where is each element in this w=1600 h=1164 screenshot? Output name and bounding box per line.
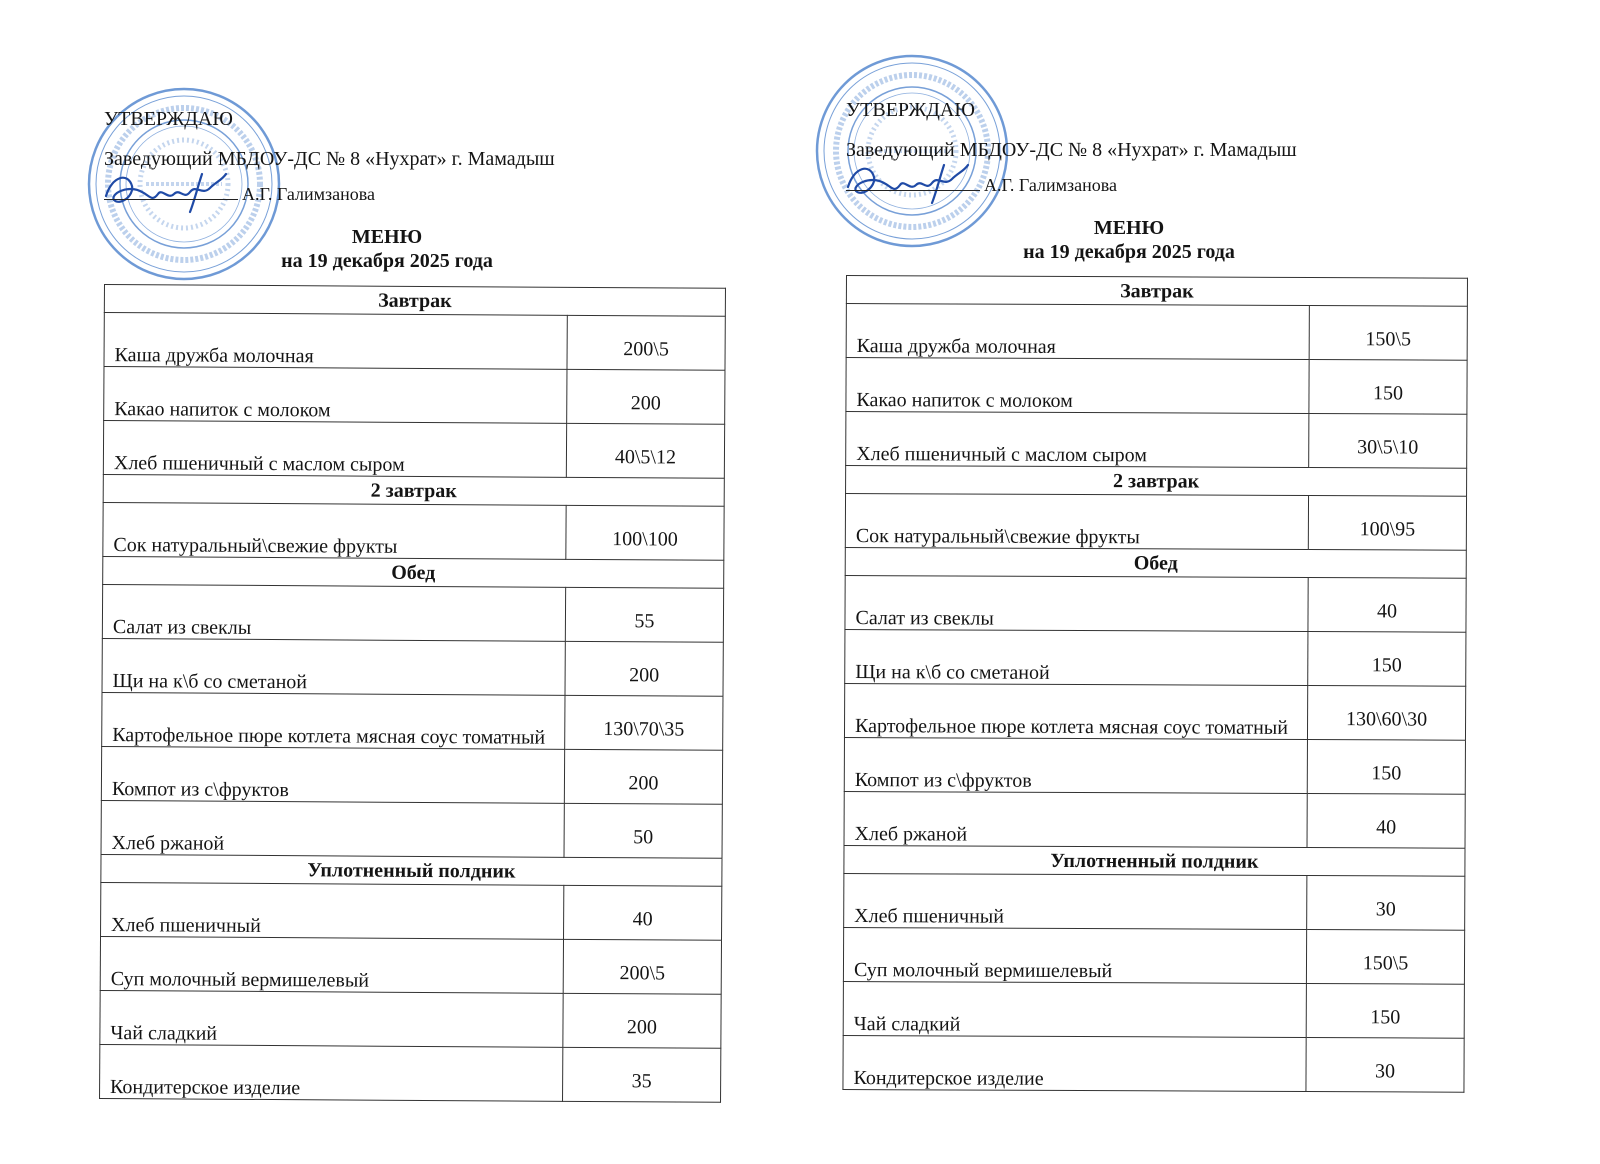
dish-name: Какао напиток с молоком bbox=[104, 367, 567, 424]
portion-size: 200 bbox=[567, 369, 725, 424]
portion-size: 30 bbox=[1307, 876, 1465, 931]
table-row bbox=[846, 358, 1467, 415]
table-row bbox=[845, 494, 1466, 551]
approver-position: Заведующий МБДОУ-ДС № 8 «Нухрат» г. Мамадыш bbox=[846, 139, 1297, 161]
section-header: Уплотненный полдник bbox=[101, 854, 722, 886]
dish-name: Кондитерское изделие bbox=[100, 1044, 563, 1101]
portion-size: 40 bbox=[1308, 578, 1466, 633]
section-header: Обед bbox=[103, 556, 724, 588]
portion-size: 150 bbox=[1306, 984, 1464, 1039]
signer-name: А.Г. Галимзанова bbox=[242, 184, 375, 204]
dish-name: Чай сладкий bbox=[843, 981, 1306, 1037]
portion-size: 50 bbox=[564, 803, 722, 858]
signature-blank bbox=[104, 199, 238, 200]
section-header: Обед bbox=[845, 547, 1466, 578]
portion-size: 150\5 bbox=[1309, 306, 1467, 361]
portion-size: 55 bbox=[565, 587, 723, 642]
dish-name: Суп молочный вермишелевый bbox=[843, 927, 1306, 983]
menu-sheet-left bbox=[104, 106, 744, 1099]
dish-name: Каша дружба молочная bbox=[104, 313, 567, 370]
portion-size: 150 bbox=[1308, 632, 1466, 687]
portion-size: 200 bbox=[564, 749, 722, 804]
dish-name: Салат из свеклы bbox=[845, 575, 1308, 631]
menu-table bbox=[842, 275, 1468, 1093]
dish-name: Хлеб ржаной bbox=[844, 791, 1307, 847]
dish-name: Щи на к\б со сметаной bbox=[845, 629, 1308, 685]
table-row bbox=[100, 1044, 721, 1102]
dish-name: Щи на к\б со сметаной bbox=[102, 638, 565, 695]
portion-size: 30\5\10 bbox=[1309, 414, 1467, 469]
dish-name: Компот из с\фруктов bbox=[101, 746, 564, 803]
portion-size: 40\5\12 bbox=[566, 423, 724, 478]
portion-size: 200 bbox=[565, 641, 723, 696]
table-row bbox=[102, 584, 723, 642]
approval-label: УТВЕРЖДАЮ bbox=[104, 108, 233, 130]
section-header: Завтрак bbox=[846, 276, 1467, 307]
portion-size: 200\5 bbox=[563, 939, 721, 994]
dish-name: Чай сладкий bbox=[100, 990, 563, 1047]
table-row bbox=[104, 313, 725, 371]
portion-size: 150 bbox=[1309, 360, 1467, 415]
table-row bbox=[843, 1035, 1464, 1092]
table-row bbox=[845, 629, 1466, 686]
table-row bbox=[101, 746, 722, 804]
menu-title: МЕНЮ bbox=[351, 226, 423, 248]
dish-name: Хлеб пшеничный с маслом сыром bbox=[103, 421, 566, 478]
dish-name: Картофельное пюре котлета мясная соус томатный bbox=[102, 692, 565, 749]
menu-title: МЕНЮ bbox=[1093, 217, 1165, 239]
table-row bbox=[846, 412, 1467, 469]
signer-line bbox=[104, 184, 375, 205]
menu-table bbox=[99, 284, 726, 1103]
table-row bbox=[845, 575, 1466, 632]
section-header: Завтрак bbox=[104, 285, 725, 317]
menu-sheet-right bbox=[846, 97, 1486, 1090]
dish-name: Суп молочный вермишелевый bbox=[100, 936, 563, 993]
approval-label: УТВЕРЖДАЮ bbox=[846, 99, 975, 121]
table-row bbox=[844, 873, 1465, 930]
table-row bbox=[843, 927, 1464, 984]
table-row bbox=[103, 421, 724, 479]
portion-size: 130\60\30 bbox=[1307, 686, 1465, 741]
dish-name: Кондитерское изделие bbox=[843, 1035, 1306, 1091]
portion-size: 40 bbox=[1307, 794, 1465, 849]
portion-size: 200 bbox=[563, 993, 721, 1048]
menu-date: на 19 декабря 2025 года bbox=[1023, 241, 1235, 263]
portion-size: 150\5 bbox=[1306, 930, 1464, 985]
dish-name: Каша дружба молочная bbox=[846, 304, 1309, 360]
signer-line bbox=[846, 175, 1117, 196]
dish-name: Сок натуральный\свежие фрукты bbox=[845, 494, 1308, 550]
portion-size: 30 bbox=[1306, 1038, 1464, 1093]
table-row bbox=[844, 683, 1465, 740]
approval-header bbox=[846, 97, 1486, 275]
table-row bbox=[843, 981, 1464, 1038]
portion-size: 200\5 bbox=[567, 315, 725, 370]
dish-name: Компот из с\фруктов bbox=[844, 737, 1307, 793]
dish-name: Хлеб пшеничный с маслом сыром bbox=[846, 412, 1309, 468]
menu-date: на 19 декабря 2025 года bbox=[281, 250, 493, 272]
table-row bbox=[104, 367, 725, 425]
section-header: Уплотненный полдник bbox=[844, 845, 1465, 876]
portion-size: 35 bbox=[563, 1047, 721, 1102]
portion-size: 100\100 bbox=[566, 505, 724, 560]
portion-size: 130\70\35 bbox=[565, 695, 723, 750]
table-row bbox=[100, 936, 721, 994]
table-row bbox=[103, 502, 724, 560]
table-row bbox=[844, 791, 1465, 848]
dish-name: Сок натуральный\свежие фрукты bbox=[103, 502, 566, 559]
portion-size: 100\95 bbox=[1308, 496, 1466, 551]
signer-name: А.Г. Галимзанова bbox=[984, 175, 1117, 195]
dish-name: Какао напиток с молоком bbox=[846, 358, 1309, 414]
dish-name: Хлеб пшеничный bbox=[101, 882, 564, 939]
approver-position: Заведующий МБДОУ-ДС № 8 «Нухрат» г. Мамадыш bbox=[104, 148, 555, 170]
table-row bbox=[844, 737, 1465, 794]
portion-size: 150 bbox=[1307, 740, 1465, 795]
table-row bbox=[102, 692, 723, 750]
section-header: 2 завтрак bbox=[846, 466, 1467, 497]
table-row bbox=[100, 990, 721, 1048]
table-row bbox=[102, 638, 723, 696]
dish-name: Хлеб ржаной bbox=[101, 800, 564, 857]
dish-name: Салат из свеклы bbox=[102, 584, 565, 641]
table-row bbox=[846, 304, 1467, 361]
dish-name: Хлеб пшеничный bbox=[844, 873, 1307, 929]
approval-header bbox=[104, 106, 744, 284]
dish-name: Картофельное пюре котлета мясная соус томатный bbox=[844, 683, 1307, 739]
portion-size: 40 bbox=[564, 885, 722, 940]
table-row bbox=[101, 882, 722, 940]
table-row bbox=[101, 800, 722, 858]
section-header: 2 завтрак bbox=[103, 474, 724, 506]
signature-blank bbox=[846, 190, 980, 191]
